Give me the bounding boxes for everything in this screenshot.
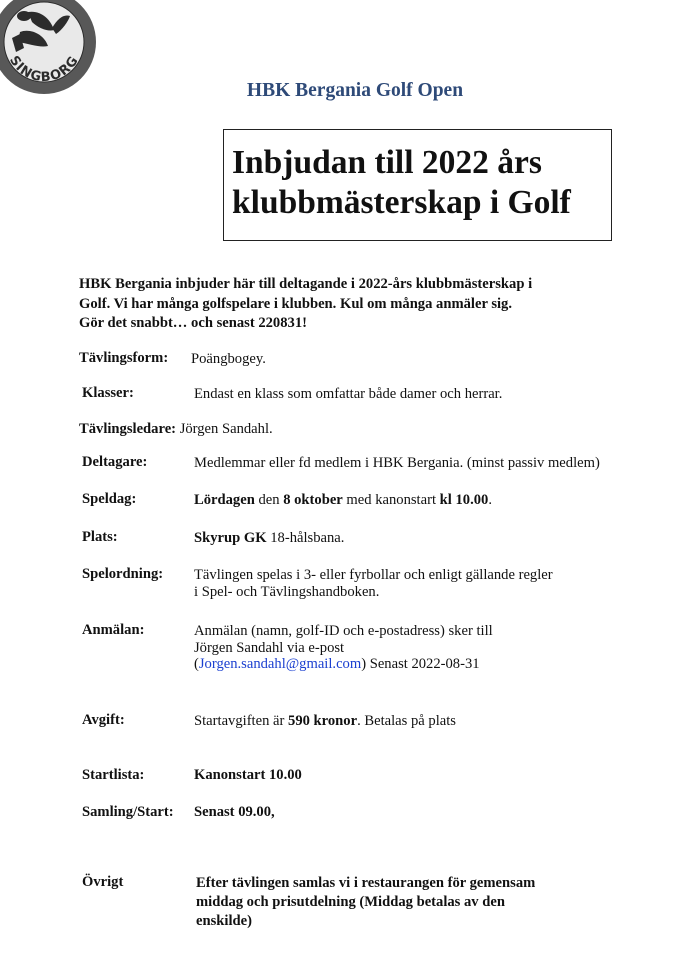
tavlingsform-label: Tävlingsform:: [79, 350, 169, 366]
avgift-text-1: Startavgiften är: [194, 713, 289, 729]
startlista-value: Kanonstart 10.00: [194, 767, 302, 783]
anmalan-label: Anmälan:: [82, 622, 145, 638]
logo-text: SINGBORG: [5, 53, 83, 86]
speldag-text-2: med kanonstart: [342, 492, 440, 508]
anmalan-value: [194, 623, 493, 673]
anmalan-deadline: ) Senast 2022-08-31: [361, 656, 480, 672]
speldag-date: 8 oktober: [283, 492, 343, 508]
avgift-text-2: . Betalas på plats: [357, 713, 456, 729]
ovrigt-label: Övrigt: [82, 874, 124, 890]
tavlingsledare-value: Jörgen Sandahl.: [179, 421, 273, 437]
spelordning-line-1: Tävlingen spelas i 3- eller fyrbollar och enligt gällande regler: [194, 567, 553, 583]
deltagare-value: Medlemmar eller fd medlem i HBK Bergania. (minst passiv medlem): [194, 455, 600, 471]
page-title: HBK Bergania Golf Open: [246, 80, 464, 101]
speldag-label: Speldag:: [82, 491, 137, 507]
speldag-time: kl 10.00: [439, 492, 489, 508]
speldag-value: [194, 492, 492, 509]
samling-value: Senast 09.00,: [194, 804, 275, 820]
deltagare-label: Deltagare:: [82, 454, 148, 470]
klasser-value: Endast en klass som omfattar både damer och herrar.: [194, 386, 503, 402]
spelordning-line-2: i Spel- och Tävlingshandboken.: [194, 583, 380, 600]
anmalan-line-2: Jörgen Sandahl via e-post: [194, 639, 345, 656]
intro-line-1: HBK Bergania inbjuder här till deltagande i 2022-års klubbmästerskap i: [79, 276, 533, 292]
avgift-label: Avgift:: [82, 712, 125, 728]
tavlingsledare-label: Tävlingsledare:: [79, 421, 177, 437]
intro-line-3: Gör det snabbt… och senast 220831!: [79, 315, 307, 331]
tavlingsledare-row: [79, 421, 273, 438]
headline-line-1: Inbjudan till 2022 års: [232, 144, 542, 181]
plats-rest: 18-hålsbana.: [266, 530, 345, 546]
spelordning-label: Spelordning:: [82, 566, 164, 582]
ovrigt-value: [196, 874, 535, 931]
speldag-text-1: den: [254, 492, 284, 508]
ovrigt-line-1: Efter tävlingen samlas vi i restaurangen för gemensam: [196, 875, 536, 891]
spelordning-value: [194, 567, 553, 600]
avgift-amount: 590 kronor: [288, 713, 358, 729]
anmalan-email-link[interactable]: Jorgen.sandahl@gmail.com: [198, 656, 362, 672]
samling-label: Samling/Start:: [82, 804, 174, 820]
anmalan-line-1: Anmälan (namn, golf-ID och e-postadress) sker till: [194, 623, 493, 639]
headline-box: [223, 129, 612, 241]
avgift-value: [194, 713, 456, 730]
ovrigt-line-2: middag och prisutdelning (Middag betalas av den: [196, 894, 505, 910]
headline-line-2: klubbmästerskap i Golf: [232, 184, 571, 221]
plats-value: [194, 530, 344, 547]
plats-label: Plats:: [82, 529, 118, 545]
ovrigt-line-3: enskilde): [196, 913, 252, 929]
tavlingsform-value: Poängbogey.: [191, 351, 266, 367]
startlista-label: Startlista:: [82, 767, 145, 783]
klasser-label: Klasser:: [82, 385, 134, 401]
speldag-day: Lördagen: [194, 492, 255, 508]
plats-course: Skyrup GK: [194, 530, 267, 546]
intro-paragraph: [79, 275, 619, 334]
speldag-text-3: .: [488, 492, 492, 508]
anmalan-paren: (: [194, 656, 199, 672]
anmalan-line-3: [194, 656, 493, 673]
intro-line-2: Golf. Vi har många golfspelare i klubben. Kul om många anmäler sig.: [79, 295, 512, 312]
